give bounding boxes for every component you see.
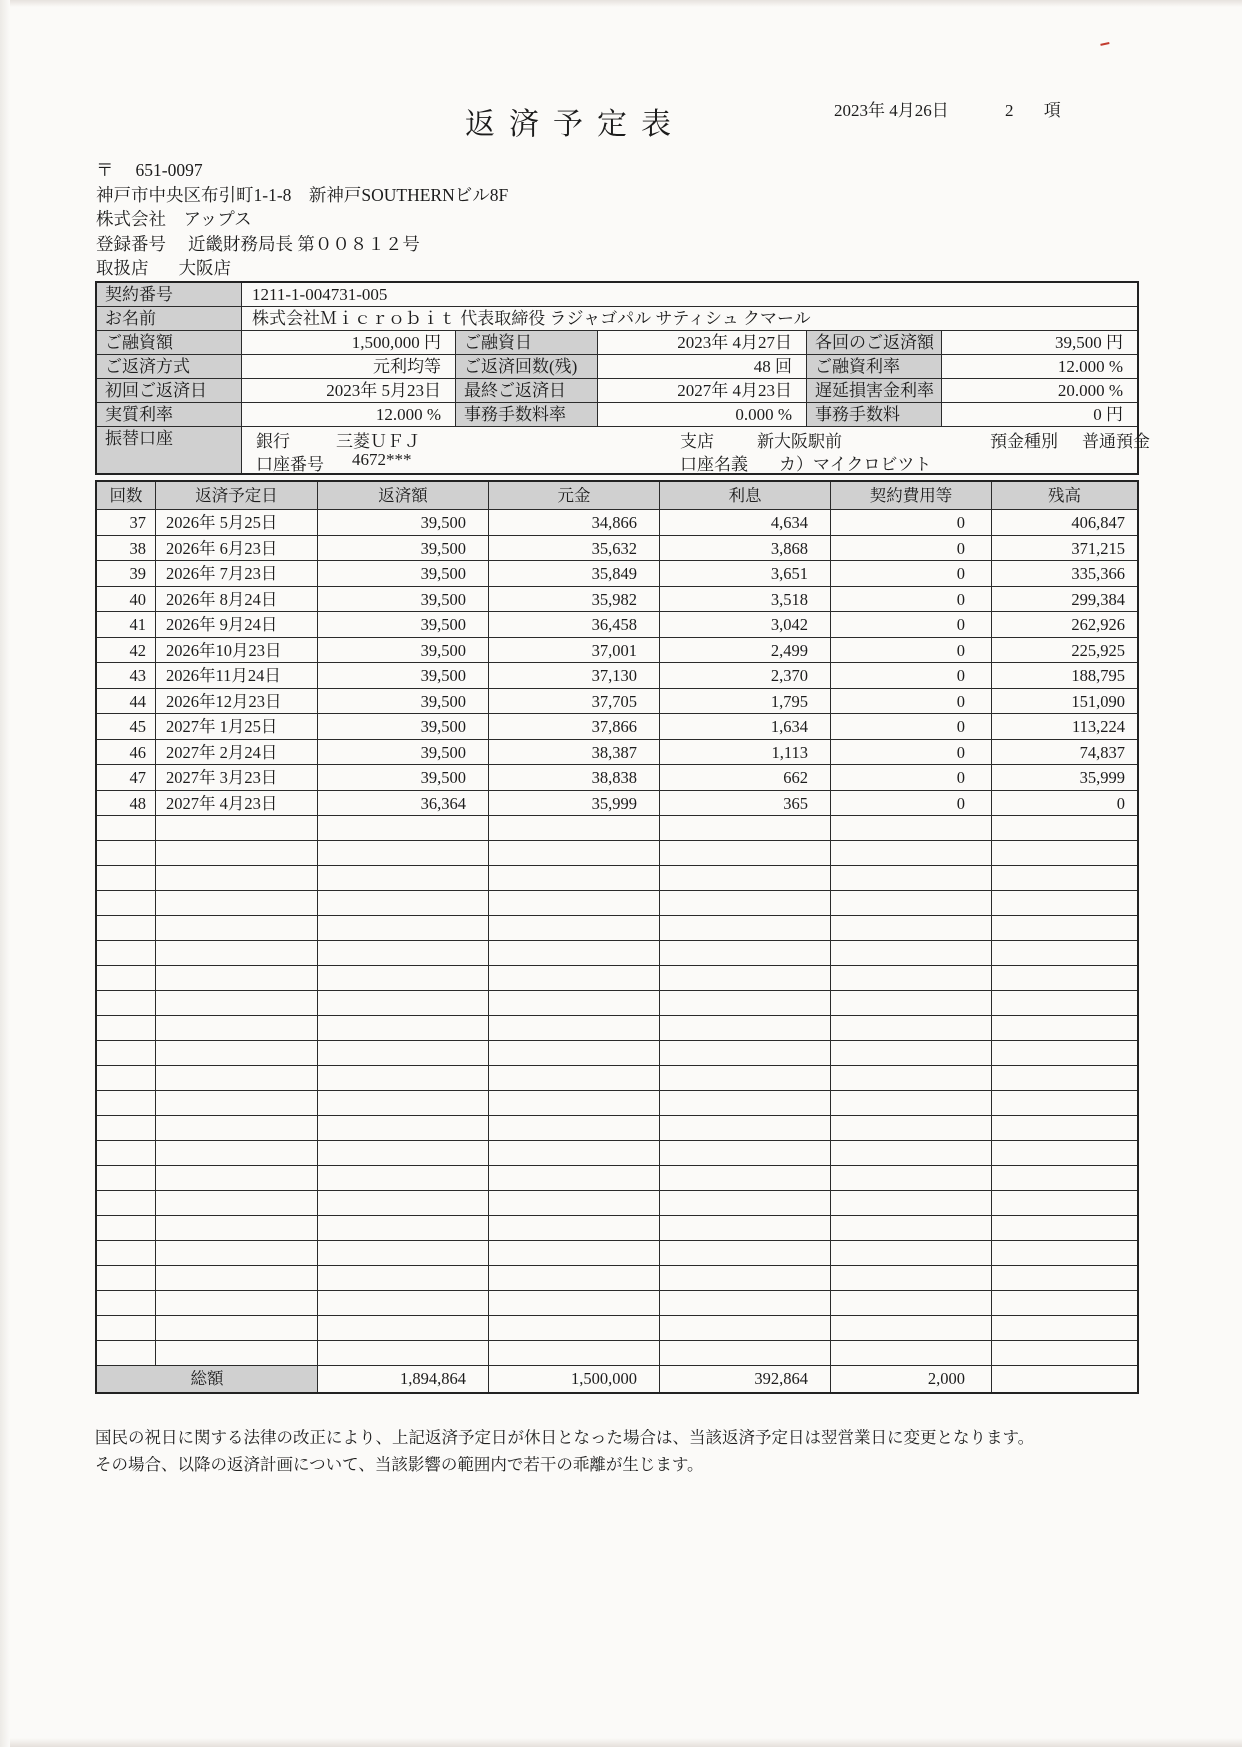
header-interest: 利息 bbox=[660, 482, 831, 510]
schedule-row bbox=[97, 663, 1137, 689]
scan-edge-left bbox=[0, 0, 10, 1747]
cell-principal: 37,130 bbox=[489, 663, 660, 689]
cell-balance: 262,926 bbox=[992, 612, 1137, 638]
fee-rate-label: 事務手数料率 bbox=[456, 403, 598, 427]
schedule-empty-row bbox=[97, 1191, 1137, 1216]
schedule-empty-row bbox=[97, 1091, 1137, 1116]
cell-principal: 36,458 bbox=[489, 612, 660, 638]
schedule-empty-row bbox=[97, 1166, 1137, 1191]
deposit-type-label: 預金種別 bbox=[990, 432, 1058, 451]
schedule-row bbox=[97, 689, 1137, 715]
last-repayment-value: 2027年 4月23日 bbox=[598, 379, 807, 403]
late-charge-rate-label: 遅延損害金利率 bbox=[807, 379, 942, 403]
branch-name: 新大阪駅前 bbox=[757, 432, 842, 451]
account-name-value: カ）マイクロビツト bbox=[779, 455, 932, 474]
handling-branch-label: 取扱店 bbox=[96, 258, 149, 278]
schedule-empty-row bbox=[97, 1116, 1137, 1141]
cell-contract-fees: 0 bbox=[831, 638, 992, 664]
cell-balance: 371,215 bbox=[992, 536, 1137, 562]
cell-principal: 38,387 bbox=[489, 740, 660, 766]
schedule-total-row bbox=[97, 1366, 1137, 1392]
cell-principal: 35,982 bbox=[489, 587, 660, 613]
effective-rate-row bbox=[97, 403, 1137, 427]
cell-installment-no: 48 bbox=[97, 791, 156, 817]
cell-payment: 39,500 bbox=[318, 689, 489, 715]
repayment-count-label: ご返済回数(残) bbox=[456, 355, 598, 379]
cell-payment: 39,500 bbox=[318, 765, 489, 791]
fee-value: 0 円 bbox=[942, 403, 1137, 427]
schedule-row bbox=[97, 791, 1137, 817]
schedule-empty-row bbox=[97, 1241, 1137, 1266]
cell-due-date: 2026年 8月24日 bbox=[156, 587, 318, 613]
schedule-empty-row bbox=[97, 966, 1137, 991]
repayment-method-value: 元利均等 bbox=[242, 355, 456, 379]
cell-installment-no: 41 bbox=[97, 612, 156, 638]
cell-due-date: 2026年10月23日 bbox=[156, 638, 318, 664]
cell-installment-no: 42 bbox=[97, 638, 156, 664]
total-principal: 1,500,000 bbox=[489, 1366, 660, 1392]
installment-label: 各回のご返済額 bbox=[807, 331, 942, 355]
cell-payment: 39,500 bbox=[318, 510, 489, 536]
cell-due-date: 2026年11月24日 bbox=[156, 663, 318, 689]
registration-number: 近畿財務局長 第００８１２号 bbox=[188, 233, 420, 254]
issuer-company: 株式会社 アップス bbox=[96, 209, 252, 229]
cell-interest: 3,651 bbox=[660, 561, 831, 587]
total-contract-fees: 2,000 bbox=[831, 1366, 992, 1392]
first-repayment-row bbox=[97, 379, 1137, 403]
cell-installment-no: 39 bbox=[97, 561, 156, 587]
bank-label: 銀行 bbox=[256, 432, 290, 451]
cell-interest: 3,868 bbox=[660, 536, 831, 562]
installment-value: 39,500 円 bbox=[942, 331, 1137, 355]
schedule-empty-rows bbox=[97, 816, 1137, 1366]
cell-contract-fees: 0 bbox=[831, 561, 992, 587]
issuer-address: 神戸市中央区布引町1-1-8 新神戸SOUTHERNビル8F bbox=[96, 184, 509, 205]
cell-installment-no: 45 bbox=[97, 714, 156, 740]
schedule-header-row bbox=[97, 482, 1137, 510]
cell-interest: 3,518 bbox=[660, 587, 831, 613]
loan-date-label: ご融資日 bbox=[456, 331, 598, 355]
cell-installment-no: 47 bbox=[97, 765, 156, 791]
cell-due-date: 2026年 5月25日 bbox=[156, 510, 318, 536]
contract-number-value: 1211-1-004731-005 bbox=[242, 283, 1137, 307]
cell-balance: 225,925 bbox=[992, 638, 1137, 664]
cell-payment: 39,500 bbox=[318, 536, 489, 562]
cell-payment: 39,500 bbox=[318, 714, 489, 740]
schedule-empty-row bbox=[97, 1291, 1137, 1316]
cell-contract-fees: 0 bbox=[831, 536, 992, 562]
loan-date-value: 2023年 4月27日 bbox=[598, 331, 807, 355]
cell-contract-fees: 0 bbox=[831, 714, 992, 740]
cell-payment: 36,364 bbox=[318, 791, 489, 817]
red-pen-mark bbox=[1098, 36, 1112, 46]
cell-contract-fees: 0 bbox=[831, 587, 992, 613]
cell-payment: 39,500 bbox=[318, 740, 489, 766]
cell-due-date: 2026年12月23日 bbox=[156, 689, 318, 715]
issuer-registration-line bbox=[96, 232, 508, 257]
customer-name-value: 株式会社Ｍｉｃｒｏｂｉｔ 代表取締役 ラジャゴパル サティシュ クマール bbox=[242, 307, 1137, 331]
cell-interest: 365 bbox=[660, 791, 831, 817]
cell-installment-no: 38 bbox=[97, 536, 156, 562]
schedule-empty-row bbox=[97, 991, 1137, 1016]
last-repayment-label: 最終ご返済日 bbox=[456, 379, 598, 403]
page-number: 2 bbox=[1005, 101, 1014, 120]
cell-balance: 74,837 bbox=[992, 740, 1137, 766]
cell-balance: 188,795 bbox=[992, 663, 1137, 689]
contract-number-row bbox=[97, 283, 1137, 307]
issuer-branch-line bbox=[96, 256, 508, 281]
cell-contract-fees: 0 bbox=[831, 663, 992, 689]
header-payment: 返済額 bbox=[318, 482, 489, 510]
repayment-method-label: ご返済方式 bbox=[97, 355, 242, 379]
effective-rate-value: 12.000 % bbox=[242, 403, 456, 427]
cell-payment: 39,500 bbox=[318, 612, 489, 638]
transfer-account-row bbox=[97, 427, 1150, 474]
cell-installment-no: 44 bbox=[97, 689, 156, 715]
cell-interest: 3,042 bbox=[660, 612, 831, 638]
contract-number-label: 契約番号 bbox=[97, 283, 242, 307]
cell-due-date: 2027年 1月25日 bbox=[156, 714, 318, 740]
effective-rate-label: 実質利率 bbox=[97, 403, 242, 427]
cell-interest: 2,370 bbox=[660, 663, 831, 689]
schedule-row bbox=[97, 740, 1137, 766]
schedule-row bbox=[97, 561, 1137, 587]
customer-name-row bbox=[97, 307, 1137, 331]
schedule-row bbox=[97, 638, 1137, 664]
cell-due-date: 2027年 4月23日 bbox=[156, 791, 318, 817]
cell-principal: 35,849 bbox=[489, 561, 660, 587]
cell-contract-fees: 0 bbox=[831, 765, 992, 791]
total-interest: 392,864 bbox=[660, 1366, 831, 1392]
transfer-account-label: 振替口座 bbox=[97, 427, 242, 473]
cell-contract-fees: 0 bbox=[831, 791, 992, 817]
postal-code: 651-0097 bbox=[135, 160, 203, 180]
issuer-block bbox=[96, 158, 508, 281]
schedule-empty-row bbox=[97, 1266, 1137, 1291]
account-number-label: 口座番号 bbox=[256, 455, 324, 474]
cell-principal: 38,838 bbox=[489, 765, 660, 791]
cell-interest: 1,795 bbox=[660, 689, 831, 715]
cell-contract-fees: 0 bbox=[831, 612, 992, 638]
schedule-empty-row bbox=[97, 1141, 1137, 1166]
header-balance: 残高 bbox=[992, 482, 1137, 510]
schedule-row bbox=[97, 587, 1137, 613]
contract-info-table bbox=[95, 281, 1150, 475]
cell-balance: 406,847 bbox=[992, 510, 1137, 536]
schedule-empty-row bbox=[97, 1341, 1137, 1366]
first-repayment-label: 初回ご返済日 bbox=[97, 379, 242, 403]
cell-balance: 299,384 bbox=[992, 587, 1137, 613]
cell-interest: 2,499 bbox=[660, 638, 831, 664]
cell-principal: 35,999 bbox=[489, 791, 660, 817]
cell-installment-no: 37 bbox=[97, 510, 156, 536]
total-payment: 1,894,864 bbox=[318, 1366, 489, 1392]
loan-amount-value: 1,500,000 円 bbox=[242, 331, 456, 355]
cell-principal: 37,866 bbox=[489, 714, 660, 740]
loan-rate-value: 12.000 % bbox=[942, 355, 1137, 379]
schedule-row bbox=[97, 536, 1137, 562]
page-number-unit: 項 bbox=[1043, 101, 1061, 120]
customer-name-label: お名前 bbox=[97, 307, 242, 331]
cell-balance: 151,090 bbox=[992, 689, 1137, 715]
fee-rate-value: 0.000 % bbox=[598, 403, 807, 427]
cell-contract-fees: 0 bbox=[831, 740, 992, 766]
cell-payment: 39,500 bbox=[318, 663, 489, 689]
schedule-empty-row bbox=[97, 866, 1137, 891]
schedule-row bbox=[97, 510, 1137, 536]
page-title: 返済予定表 bbox=[465, 108, 685, 141]
cell-principal: 37,705 bbox=[489, 689, 660, 715]
cell-due-date: 2026年 6月23日 bbox=[156, 536, 318, 562]
cell-principal: 35,632 bbox=[489, 536, 660, 562]
cell-interest: 662 bbox=[660, 765, 831, 791]
holiday-note bbox=[95, 1424, 1055, 1478]
repayment-count-value: 48 回 bbox=[598, 355, 807, 379]
schedule-empty-row bbox=[97, 916, 1137, 941]
cell-due-date: 2027年 2月24日 bbox=[156, 740, 318, 766]
schedule-empty-row bbox=[97, 1066, 1137, 1091]
account-number-value: 4672*** bbox=[352, 450, 412, 469]
repayment-schedule-table bbox=[95, 480, 1139, 1394]
schedule-empty-row bbox=[97, 891, 1137, 916]
total-label: 総額 bbox=[97, 1366, 318, 1392]
cell-installment-no: 43 bbox=[97, 663, 156, 689]
cell-interest: 1,113 bbox=[660, 740, 831, 766]
repayment-method-row bbox=[97, 355, 1137, 379]
schedule-empty-row bbox=[97, 1316, 1137, 1341]
postal-mark: 〒 bbox=[96, 160, 114, 180]
schedule-empty-row bbox=[97, 1216, 1137, 1241]
cell-balance: 35,999 bbox=[992, 765, 1137, 791]
cell-principal: 34,866 bbox=[489, 510, 660, 536]
transfer-account-details bbox=[242, 427, 1150, 474]
cell-balance: 113,224 bbox=[992, 714, 1137, 740]
account-name-label: 口座名義 bbox=[680, 455, 748, 474]
total-balance bbox=[992, 1366, 1137, 1392]
loan-amount-row bbox=[97, 331, 1137, 355]
cell-payment: 39,500 bbox=[318, 638, 489, 664]
schedule-empty-row bbox=[97, 841, 1137, 866]
header-principal: 元金 bbox=[489, 482, 660, 510]
cell-contract-fees: 0 bbox=[831, 510, 992, 536]
deposit-type-value: 普通預金 bbox=[1082, 432, 1150, 451]
header-contract-fees: 契約費用等 bbox=[831, 482, 992, 510]
cell-installment-no: 40 bbox=[97, 587, 156, 613]
fee-label: 事務手数料 bbox=[807, 403, 942, 427]
issuer-postal-line bbox=[96, 158, 508, 183]
holiday-note-line2: その場合、以降の返済計画について、当該影響の範囲内で若干の乖離が生じます。 bbox=[95, 1455, 704, 1474]
loan-rate-label: ご融資利率 bbox=[807, 355, 942, 379]
schedule-row bbox=[97, 714, 1137, 740]
loan-amount-label: ご融資額 bbox=[97, 331, 242, 355]
cell-payment: 39,500 bbox=[318, 561, 489, 587]
branch-label: 支店 bbox=[680, 432, 714, 451]
cell-interest: 4,634 bbox=[660, 510, 831, 536]
cell-contract-fees: 0 bbox=[831, 689, 992, 715]
handling-branch: 大阪店 bbox=[178, 258, 231, 278]
schedule-empty-row bbox=[97, 1016, 1137, 1041]
print-date: 2023年 4月26日 bbox=[834, 101, 949, 120]
schedule-row bbox=[97, 765, 1137, 791]
cell-payment: 39,500 bbox=[318, 587, 489, 613]
scan-edge-top bbox=[0, 0, 1242, 7]
schedule-empty-row bbox=[97, 816, 1137, 841]
bank-name: 三菱ＵＦＪ bbox=[336, 432, 421, 451]
schedule-row bbox=[97, 612, 1137, 638]
cell-balance: 0 bbox=[992, 791, 1137, 817]
late-charge-rate-value: 20.000 % bbox=[942, 379, 1137, 403]
cell-installment-no: 46 bbox=[97, 740, 156, 766]
cell-interest: 1,634 bbox=[660, 714, 831, 740]
cell-due-date: 2026年 7月23日 bbox=[156, 561, 318, 587]
header-installment-no: 回数 bbox=[97, 482, 156, 510]
cell-principal: 37,001 bbox=[489, 638, 660, 664]
schedule-data-rows bbox=[97, 510, 1137, 816]
scan-edge-bottom bbox=[0, 1738, 1242, 1747]
cell-due-date: 2026年 9月24日 bbox=[156, 612, 318, 638]
schedule-empty-row bbox=[97, 941, 1137, 966]
registration-label: 登録番号 bbox=[96, 233, 166, 254]
holiday-note-line1: 国民の祝日に関する法律の改正により、上記返済予定日が休日となった場合は、当該返済予定日は翌営業日に変更となります。 bbox=[95, 1428, 1035, 1447]
cell-balance: 335,366 bbox=[992, 561, 1137, 587]
first-repayment-value: 2023年 5月23日 bbox=[242, 379, 456, 403]
cell-due-date: 2027年 3月23日 bbox=[156, 765, 318, 791]
schedule-empty-row bbox=[97, 1041, 1137, 1066]
header-due-date: 返済予定日 bbox=[156, 482, 318, 510]
